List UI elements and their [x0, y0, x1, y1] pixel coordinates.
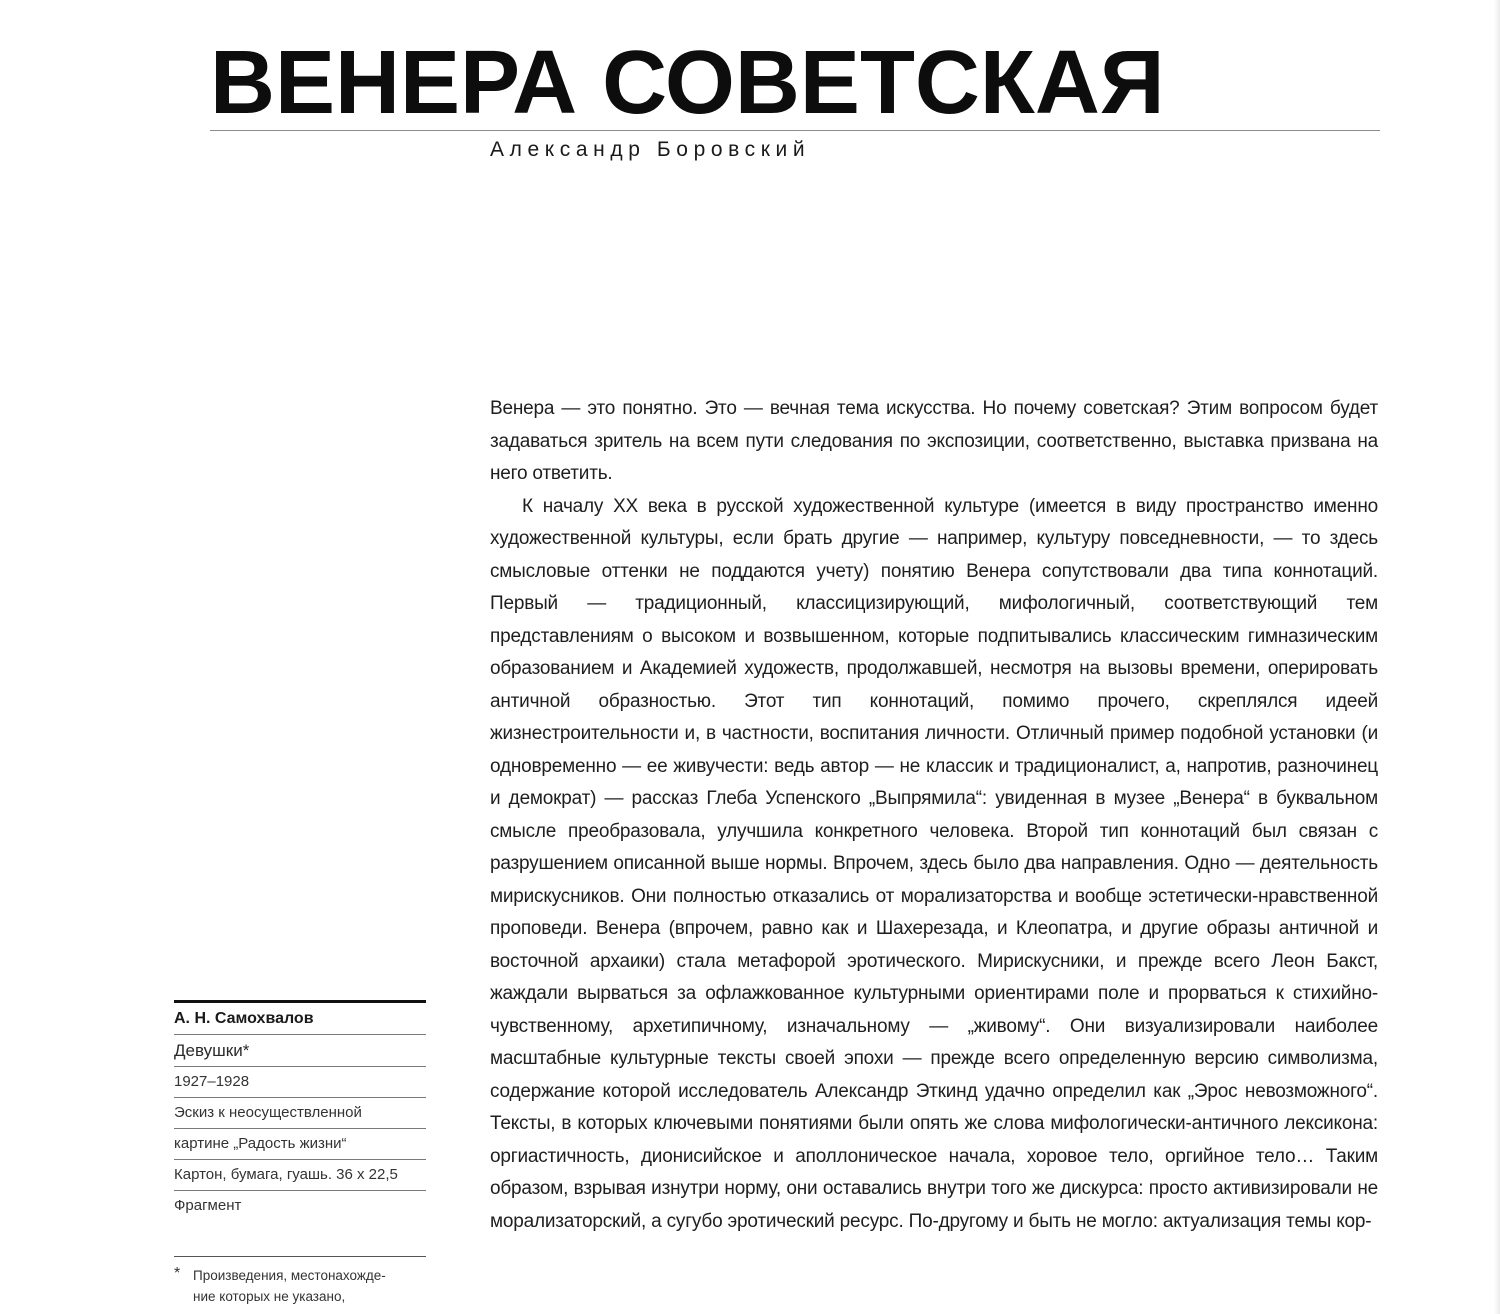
- title-divider: [210, 130, 1380, 131]
- caption-description-line-2: картине „Радость жизни“: [174, 1129, 426, 1160]
- footnote-marker: *: [174, 1265, 181, 1282]
- caption-medium: Картон, бумага, гуашь. 36 х 22,5: [174, 1160, 426, 1191]
- article-author: Александр Боровский: [490, 138, 811, 161]
- caption-work-title: Девушки*: [174, 1035, 426, 1067]
- footnote-line-1: Произведения, местонахожде-: [193, 1268, 386, 1283]
- article-body: [490, 393, 1378, 1238]
- caption-artist: А. Н. Самохвалов: [174, 1003, 426, 1035]
- body-paragraph-2: К началу XX века в русской художественной культуре (имеется в виду пространство именно художественной культуры, если брать другие — например, культуру повседневности, — то здесь смысловые оттенки не поддаются учету) понятию Венера сопутствовали два типа коннотаций. Первый — традиционный, классицизирующий, мифологичный, соответствующий тем представлениям о высоком и возвышенном, которые подпитывались классическим гимназическим образованием и Академией художеств, продолжавшей, несмотря на вызовы времени, оперировать античной образностью. Этот тип коннотаций, помимо прочего, скреплялся идеей жизнестроительности и, в частности, воспитания личности. Отличный пример подобной установки (и одновременно — ее живучести: ведь автор — не классик и традиционалист, а, напротив, разночинец и демократ) — рассказ Глеба Успенского „Выпрямила“: увиденная в музее „Венера“ в буквальном смысле преобразовала, улучшила конкретного человека. Второй тип коннотаций был связан с разрушением описанной выше нормы. Впрочем, здесь было два направления. Одно — деятельность мирискусников. Они полностью отказались от морализаторства и вообще эстетически-нравственной проповеди. Венера (впрочем, равно как и Шахерезада, и Клеопатра, и другие образы античной и восточной архаики) стала метафорой эротического. Мирискусники, и прежде всего Леон Бакст, жаждали вырваться за офлажкованное культурными ориентирами поле и прорваться к стихийно-чувственному, архетипичному, изначальному — „живому“. Они визуализировали наиболее масштабные культурные тексты своей эпохи — прежде всего определенную версию символизма, содержание которой исследователь Александр Эткинд удачно определил как „Эрос невозможного“. Тексты, в которых ключевыми понятиями были опять же слова мифологически-античного лексикона: оргиастичность, дионисийское и аполлоническое начала, хоровое тело, оргийное тело… Таким образом, взрывая изнутри норму, они оставались внутри того же дискурса: просто активизировали не морализаторский, а сугубо эротический ресурс. По-другому и быть не могло: актуализация темы кор-: [490, 495, 1378, 1232]
- footnote-line-2: ние которых не указано,: [193, 1289, 346, 1304]
- page-edge-shadow: [1494, 0, 1500, 1314]
- caption-description-line-1: Эскиз к неосуществленной: [174, 1098, 426, 1129]
- body-paragraph-1: Венера — это понятно. Это — вечная тема искусства. Но почему советская? Этим вопросом будет задаваться зритель на всем пути следования по экспозиции, соответственно, выставка призвана на него ответить.: [490, 398, 1378, 484]
- caption-years: 1927–1928: [174, 1067, 426, 1098]
- footnote: [174, 1265, 426, 1307]
- article-title: ВЕНЕРА СОВЕТСКАЯ: [210, 33, 1165, 133]
- footnote-divider: [174, 1256, 426, 1257]
- artwork-caption: [174, 1000, 426, 1221]
- caption-note: Фрагмент: [174, 1197, 242, 1214]
